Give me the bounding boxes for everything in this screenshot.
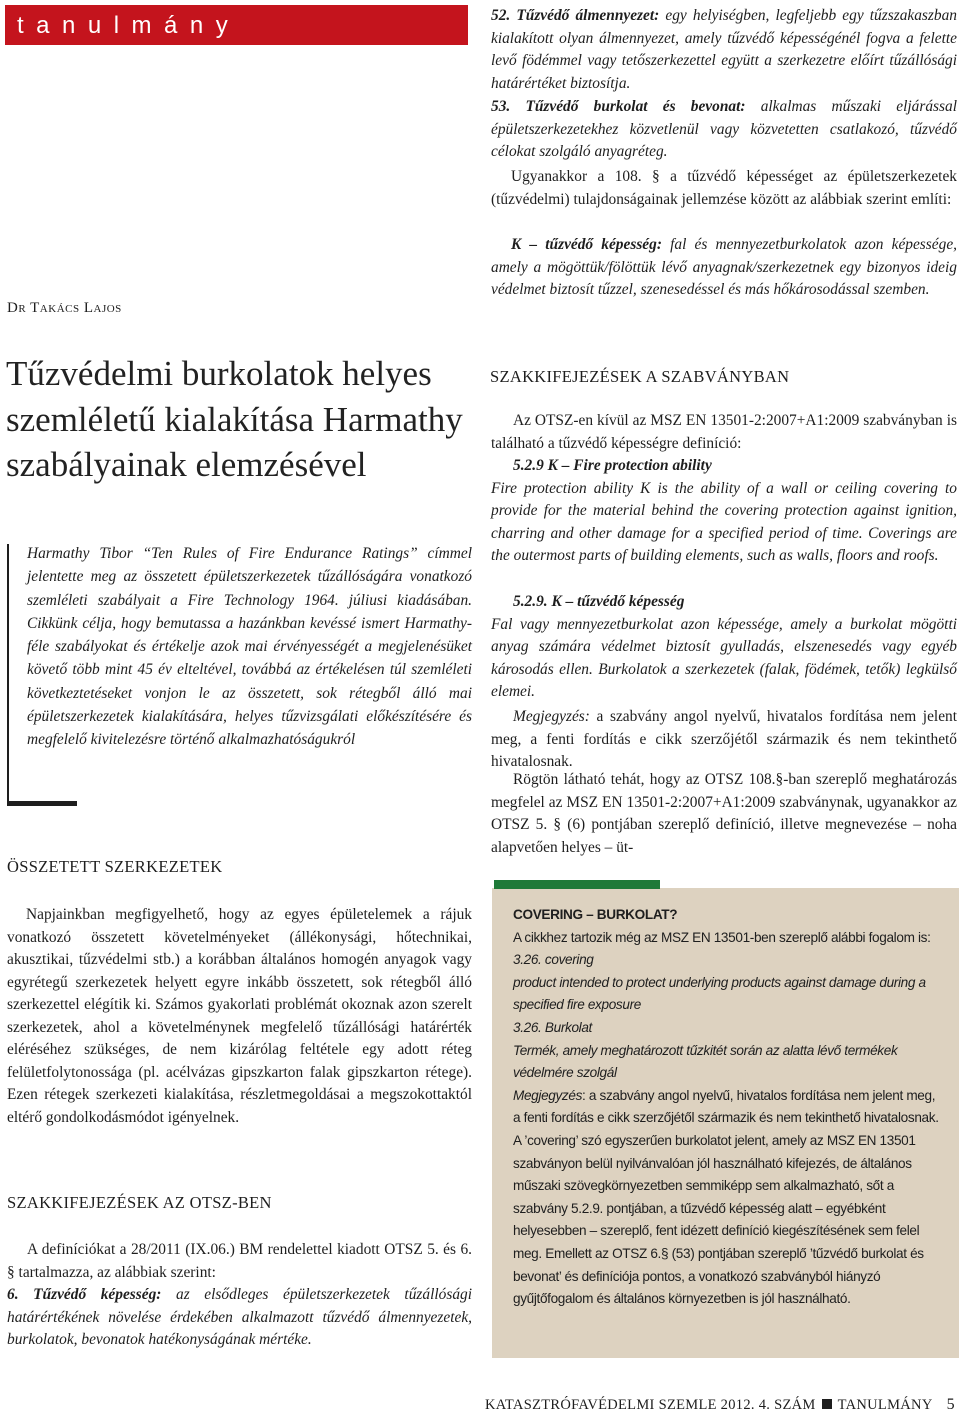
box-burkolat-number: 3.26. Burkolat: [513, 1019, 592, 1035]
standard-definition-hu-text: Fal vagy mennyezetburkolat azon képessége, amely a burkolat mögötti anyag számára védelmet biztosít gyulladás, elszenesedés vagy egyéb károsodás ellen. Burkolatok a szerkezetek (falak, födémek, tetők) legkülső elemei.: [491, 615, 957, 700]
standard-definition-en: [491, 455, 957, 568]
definition-6-text: az elsődleges épületszerkezetek tűzállósági határértékének növelése érdekében alkalmazott tűzvédő álmennyezetek, burkolatok, bevonatok hatékonyságának mértéke.: [7, 1286, 472, 1348]
page-footer: [485, 1396, 955, 1414]
sidebar-box-content: [513, 904, 939, 1311]
paragraph-ugyanakkor: Ugyanakkor a 108. § a tűzvédő képességet az épületszerkezetek (tűzvédelmi) tulajdonságainak jellemzése között az alábbiak szerint említi:: [491, 168, 957, 208]
box-note-text: : a szabvány angol nyelvű, hivatalos fordítása nem jelent meg, a fenti fordítás e cikk szerzőjétől származik és nem tekinthető hivatalosnak.: [513, 1087, 939, 1126]
footer-section: TANULMÁNY: [837, 1397, 933, 1413]
definition-53-label: 53. Tűzvédő burkolat és bevonat:: [491, 98, 746, 115]
box-intro: A cikkhez tartozik még az MSZ EN 13501-ben szereplő alábbi fogalom is:: [513, 929, 931, 945]
standard-definition-en-label: 5.2.9 K – Fire protection ability: [513, 457, 712, 474]
box-burkolat-text: Termék, amely meghatározott tűzkitét során az alatta lévő termékek védelmére szolgál: [513, 1042, 898, 1081]
page-number: 5: [946, 1396, 955, 1413]
definition-52-label: 52. Tűzvédő álmennyezet:: [491, 7, 660, 24]
box-covering-text: product intended to protect underlying products against damage during a specified fire exposure: [513, 974, 926, 1013]
definition-53-text: alkalmas műszaki eljárással épületszerkezetekhez közvetlenül vagy közvetetten csatlakozó, tűzvédő célokat szolgáló anyagréteg.: [491, 98, 958, 160]
heading-composite: ÖSSZETETT SZERKEZETEK: [7, 857, 223, 876]
standard-definition-hu-label: 5.2.9. K – tűzvédő képesség: [513, 593, 685, 610]
standard-definition-en-text: Fire protection ability K is the ability of a wall or ceiling covering to provide for the material behind the covering protection against ignition, charring and other damage for a specified period of time. Coverings are the outermost parts of building elements, such as walls, floors and roofs.: [491, 479, 957, 564]
definition-k-label: K – tűzvédő képesség:: [511, 236, 662, 253]
heading-otsz: SZAKKIFEJEZÉSEK AZ OTSZ-BEN: [7, 1193, 272, 1212]
standard-note-text: a szabvány angol nyelvű, hivatalos fordítása nem jelent meg, a fenti fordítás e cikk szerzőjétől származik és nem tekinthető hivatalosnak.: [491, 708, 957, 770]
definition-6-label: 6. Tűzvédő képesség:: [7, 1286, 162, 1303]
heading-standard: SZAKKIFEJEZÉSEK A SZABVÁNYBAN: [490, 367, 790, 386]
definition-52: [491, 5, 957, 95]
paragraph-standard-intro: Az OTSZ-en kívül az MSZ EN 13501-2:2007+A1:2009 szabványban is található a tűzvédő képességre definíció:: [491, 412, 957, 452]
definition-6: [7, 1284, 472, 1352]
paragraph-otsz-intro: A definíciókat a 28/2011 (IX.06.) BM rendelettel kiadott OTSZ 5. és 6. § tartalmazza, az alábbiak szerint:: [7, 1241, 472, 1281]
box-covering-number: 3.26. covering: [513, 952, 594, 968]
box-outro: A ’covering’ szó egyszerűen burkolatot jelent, amely az MSZ EN 13501 szabványon belül nyilvánvalóan jól használható kifejezés, de általános műszaki szövegkörnyezetben semmiképp sem alkalmazható, sőt a szabvány 5.2.9. pontjában, a tűzvédő képesség alatt – egyébként helyesebben – szereplő, fent idézett definíció kiegészítésének sem felel meg. Emellett az OTSZ 6.§ (53) pontjában szereplő ’tűzvédő burkolat és bevonat’ és definíciója pontos, a vonatkozó szabványból hiányzó gyűjtőfogalom és általános környezetben is jól használható.: [513, 1132, 924, 1307]
author-name: Dr Takács Lajos: [7, 300, 122, 316]
lead-end-mark: [7, 801, 77, 806]
sidebar-box-accent: [494, 880, 660, 889]
section-banner: tanulmány: [5, 5, 468, 45]
article-lead: Harmathy Tibor “Ten Rules of Fire Endurance Ratings” címmel jelentette meg az összetett épületszerkezetek tűzállóságára vonatkozó szemléleti szabályait a Fire Technology 1964. júliusi kiadásában. Cikkünk célja, hogy bemutassa a hazánkban kevéssé ismert Harmathy-féle szabályokat és értékelje azok mai érvényességét a megjelenésüket követő több mint 45 év elteltével, továbbá az értékelésen túl szemléleti következtetéseket vonjon le az összetett, sok rétegből álló mai épületszerkezetek kialakítására, helyes tűzvizsgálati előkészítésére és megfelelő kivitelezésre történő alkalmazhatóságukról: [27, 545, 472, 749]
lead-rule: [7, 544, 9, 802]
standard-note-label: Megjegyzés:: [513, 708, 590, 725]
footer-separator-square: [822, 1399, 832, 1409]
definition-k: [491, 234, 957, 302]
article-title: Tűzvédelmi burkolatok helyes szemléletű kialakítása Harmathy szabályainak elemzésével: [6, 354, 463, 484]
paragraph-rogton: Rögtön látható tehát, hogy az OTSZ 108.§-ban szereplő meghatározás megfelel az MSZ EN 13501-2:2007+A1:2009 szabványnak, ugyanakkor az OTSZ 5. § (6) pontjában szereplő definíció, illetve megnevezése – noha alapvetően helyes – üt-: [491, 771, 957, 856]
paragraph-composite: Napjainkban megfigyelhető, hogy az egyes épületelemek a rájuk vonatkozó összetett követelményeket (állékonysági, hőtechnikai, akusztikai, tűzvédelmi stb.) a korábban általános homogén anyagok vagy egyrétegű szerkezetek helyett egyre inkább összetett, sok rétegből álló szerkezettel elégítik ki. Számos gyakorlati problémát okoznak azon szerelt szerkezetek, ahol a követelménynek megfelelő tűzállósági határérték eléréséhez szükséges, de nem kizárólag feltétele egy adott réteg felületfolytonossága (pl. acélvázas gipszkarton falak gipszkarton rétege). Ezen rétegek szerkezeti kialakítása, részletmegoldásai a megszokottaktól eltérő gondolkodásmódot igényelnek.: [7, 906, 472, 1126]
footer-journal: KATASZTRÓFAVÉDELMI SZEMLE 2012. 4. SZÁM: [485, 1397, 816, 1413]
definition-52-text: egy helyiségben, legfeljebb egy tűzszakaszban kialakított olyan álmennyezet, amely tűzvédő képességénél fogva a felette levő födémmel vagy tetőszerkezettel együtt a szerkezetre előírt tűzállósági határértéket biztosítja.: [491, 7, 957, 92]
standard-note: [491, 706, 957, 774]
definition-53: [491, 96, 957, 164]
definition-k-text: fal és mennyezetburkolatok azon képessége, amely a mögöttük/fölöttük lévő anyagnak/szerkezetnek egy bizonyos ideig védelmet biztosít tűzzel, szenesedéssel és más hőkárosodással szemben.: [491, 236, 957, 298]
box-title: COVERING – BURKOLAT?: [513, 907, 678, 922]
standard-definition-hu: [491, 591, 957, 704]
box-note: [513, 1085, 939, 1130]
box-note-label: Megjegyzés: [513, 1087, 583, 1103]
